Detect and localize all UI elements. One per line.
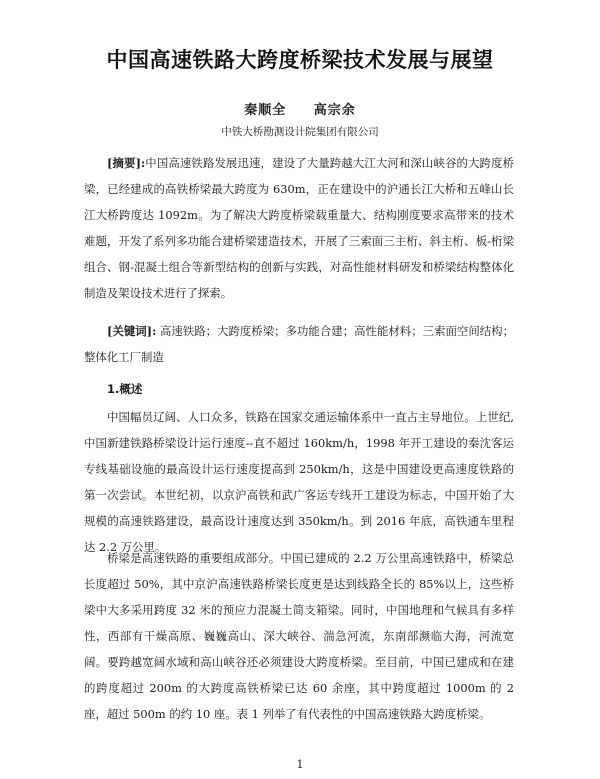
- section-heading: 1.概述: [107, 382, 143, 396]
- abstract: [84, 150, 514, 306]
- authors: 秦顺全 高宗余: [244, 103, 356, 118]
- section-paragraph-2: 桥梁是高速铁路的重要组成部分。中国已建成的 2.2 万公里高速铁路中，桥梁总长度超过 50%，其中京沪高速铁路桥梁长度更是达到线路全长的 85%以上，这些桥梁中大多采用跨度 32 米的预应力混凝土简支箱梁。同时，中国地理和气候具有多样性，西部有干燥高原、巍巍高山、深大峡谷、湍急河流，东南部濒临大海，河流宽阔。要跨越宽阔水域和高山峡谷还必须建设大跨度桥梁。至目前，中国已建成和在建的跨度超过 200m 的大跨度高铁桥梁已达 60 余座，其中跨度超过 1000m 的 2 座，超过 500m 的约 10 座。表 1 列举了有代表性的中国高速铁路大跨度桥梁。: [84, 551, 514, 721]
- keywords-text: 高速铁路；大跨度桥梁；多功能合建；高性能材料；三索面空间结构；整体化工厂制造: [84, 324, 514, 364]
- abstract-label: [摘要]:: [107, 156, 146, 170]
- abstract-text: 中国高速铁路发展迅速，建设了大量跨越大江大河和深山峡谷的大跨度桥梁，已经建成的高铁桥梁最大跨度为 630m，正在建设中的沪通长江大桥和五峰山长江大桥跨度达 1092m。为了解决大跨度桥梁载重量大、结构刚度要求高带来的技术难题，开发了系列多功能合建桥梁建造技术，开展了三索面三主桁、斜主桁、板-桁梁组合、钢-混凝土组合等新型结构的创新与实践，对高性能材料研发和桥梁结构整体化制造及架设技术进行了探索。: [84, 156, 514, 300]
- paper-title: 中国高速铁路大跨度桥梁技术发展与展望: [106, 48, 494, 72]
- affiliation: 中铁大桥勘测设计院集团有限公司: [221, 126, 379, 138]
- keywords-label: [关键词]:: [107, 324, 157, 338]
- page-number: 1: [296, 758, 304, 771]
- section-paragraph-1: 中国幅员辽阔、人口众多，铁路在国家交通运输体系中一直占主导地位。上世纪,中国新建铁路桥梁设计运行速度--直不超过 160km/h，1998 年开工建设的秦沈客运专线基础设施的最高设计运行速度提高到 250km/h，这是中国建设更高速度铁路的第一次尝试。本世纪初，以京沪高铁和武广客运专线开工建设为标志，中国开始了大规模的高速铁路建设，最高设计速度达到 350km/h。到 2016 年底，高铁通车里程达 2.2 万公里。: [84, 410, 514, 554]
- keywords: [84, 318, 514, 370]
